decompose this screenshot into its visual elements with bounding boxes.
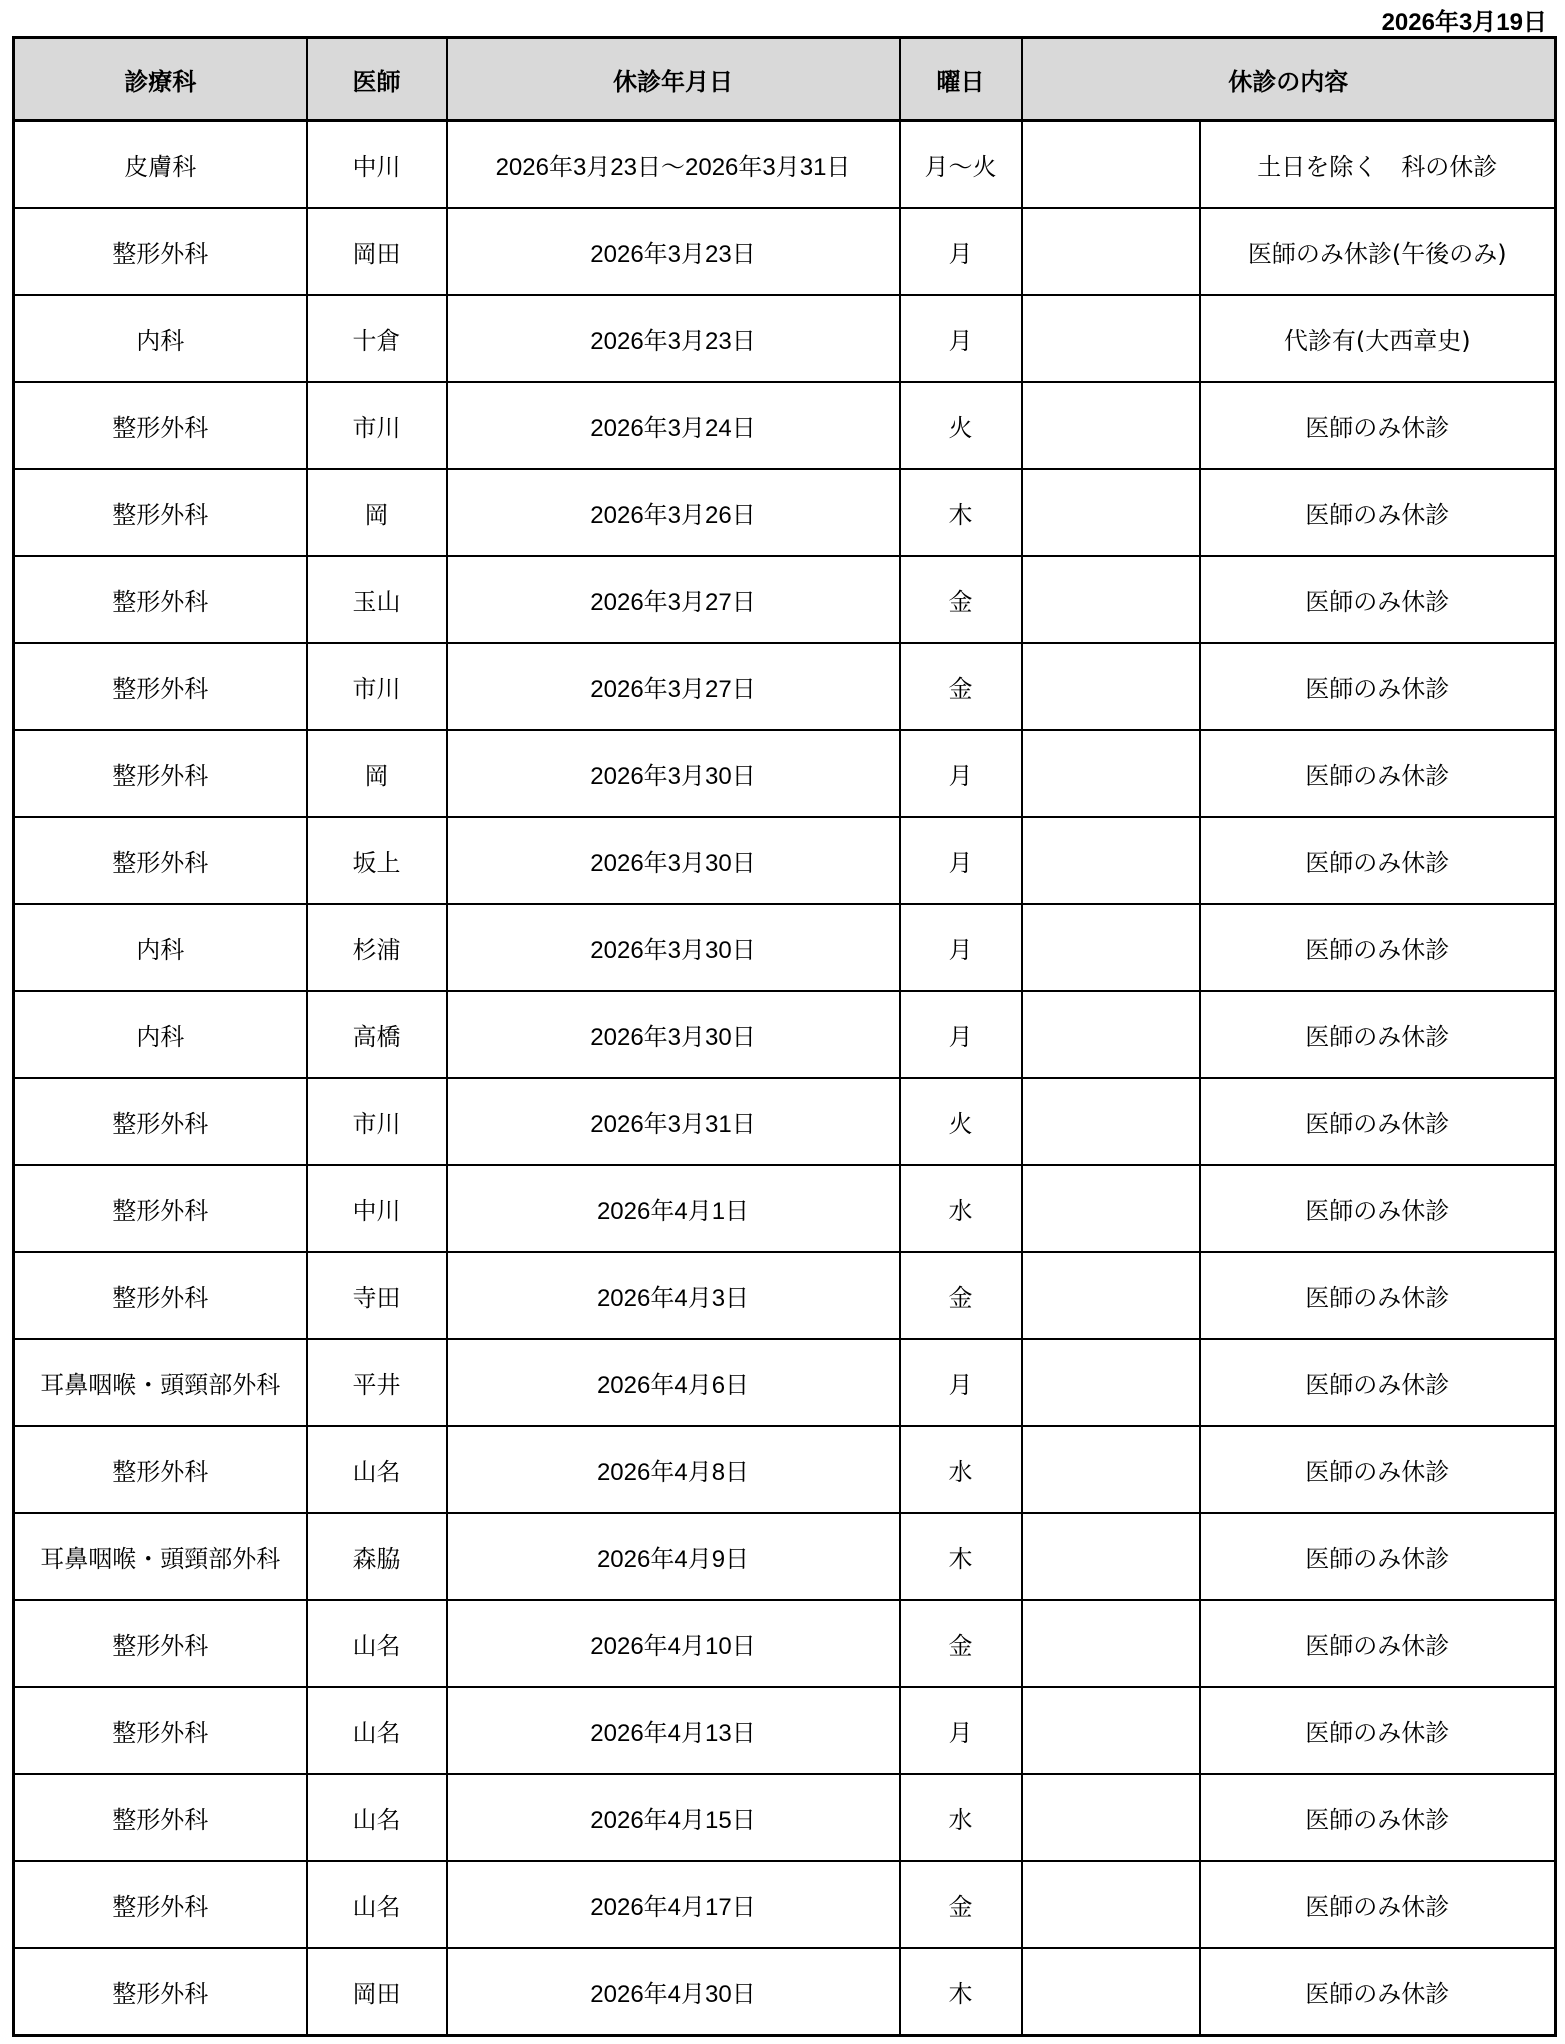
cell-doctor: 山名	[307, 1426, 447, 1513]
table-row	[14, 1339, 1556, 1426]
cell-doctor: 岡田	[307, 1948, 447, 2036]
cell-note	[1022, 1513, 1200, 1600]
cell-weekday: 火	[900, 382, 1022, 469]
cell-content: 医師のみ休診	[1200, 1252, 1556, 1339]
cell-department: 整形外科	[14, 817, 307, 904]
cell-date: 2026年4月8日	[447, 1426, 900, 1513]
cell-doctor: 杉浦	[307, 904, 447, 991]
cell-weekday: 金	[900, 1861, 1022, 1948]
cell-doctor: 岡	[307, 469, 447, 556]
cell-content: 医師のみ休診	[1200, 904, 1556, 991]
cell-department: 整形外科	[14, 382, 307, 469]
cell-date: 2026年3月24日	[447, 382, 900, 469]
cell-note	[1022, 208, 1200, 295]
cell-content: 医師のみ休診	[1200, 991, 1556, 1078]
cell-date: 2026年3月23日	[447, 208, 900, 295]
table-row	[14, 991, 1556, 1078]
table-row	[14, 904, 1556, 991]
cell-weekday: 月	[900, 730, 1022, 817]
cell-department: 整形外科	[14, 469, 307, 556]
header-weekday: 曜日	[900, 38, 1022, 121]
table-row	[14, 643, 1556, 730]
cell-note	[1022, 295, 1200, 382]
cell-department: 内科	[14, 904, 307, 991]
cell-note	[1022, 817, 1200, 904]
cell-weekday: 月	[900, 991, 1022, 1078]
cell-doctor: 岡	[307, 730, 447, 817]
cell-doctor: 十倉	[307, 295, 447, 382]
cell-note	[1022, 1774, 1200, 1861]
cell-content: 医師のみ休診	[1200, 1339, 1556, 1426]
cell-note	[1022, 121, 1200, 209]
cell-content: 医師のみ休診	[1200, 817, 1556, 904]
cell-department: 整形外科	[14, 1252, 307, 1339]
cell-weekday: 金	[900, 643, 1022, 730]
cell-weekday: 月	[900, 1339, 1022, 1426]
cell-weekday: 金	[900, 1252, 1022, 1339]
cell-weekday: 木	[900, 1948, 1022, 2036]
cell-content: 土日を除く 科の休診	[1200, 121, 1556, 209]
table-row	[14, 295, 1556, 382]
cell-note	[1022, 556, 1200, 643]
cell-weekday: 月	[900, 208, 1022, 295]
cell-weekday: 月～火	[900, 121, 1022, 209]
cell-note	[1022, 382, 1200, 469]
cell-date: 2026年4月6日	[447, 1339, 900, 1426]
cell-content: 医師のみ休診	[1200, 1600, 1556, 1687]
cell-date: 2026年3月27日	[447, 643, 900, 730]
cell-content: 医師のみ休診	[1200, 1774, 1556, 1861]
table-body	[14, 121, 1556, 2036]
cell-note	[1022, 991, 1200, 1078]
table-row	[14, 382, 1556, 469]
cell-content: 医師のみ休診	[1200, 469, 1556, 556]
cell-date: 2026年3月31日	[447, 1078, 900, 1165]
table-row	[14, 208, 1556, 295]
cell-note	[1022, 1861, 1200, 1948]
cell-date: 2026年4月1日	[447, 1165, 900, 1252]
table-row	[14, 556, 1556, 643]
cell-department: 整形外科	[14, 1600, 307, 1687]
cell-note	[1022, 1252, 1200, 1339]
table-header-row	[14, 38, 1556, 121]
cell-content: 医師のみ休診	[1200, 1861, 1556, 1948]
cell-date: 2026年3月30日	[447, 904, 900, 991]
cell-weekday: 水	[900, 1165, 1022, 1252]
cell-note	[1022, 730, 1200, 817]
cell-department: 整形外科	[14, 556, 307, 643]
cell-department: 整形外科	[14, 643, 307, 730]
cell-note	[1022, 643, 1200, 730]
cell-doctor: 市川	[307, 1078, 447, 1165]
cell-doctor: 市川	[307, 643, 447, 730]
table-row	[14, 469, 1556, 556]
table-row	[14, 1600, 1556, 1687]
table-row	[14, 1774, 1556, 1861]
cell-department: 内科	[14, 991, 307, 1078]
cell-doctor: 山名	[307, 1687, 447, 1774]
cell-note	[1022, 1078, 1200, 1165]
cell-date: 2026年3月26日	[447, 469, 900, 556]
cell-date: 2026年4月9日	[447, 1513, 900, 1600]
cell-doctor: 山名	[307, 1774, 447, 1861]
cell-content: 医師のみ休診	[1200, 1948, 1556, 2036]
cell-date: 2026年4月30日	[447, 1948, 900, 2036]
cell-date: 2026年4月15日	[447, 1774, 900, 1861]
table-row	[14, 730, 1556, 817]
cell-doctor: 中川	[307, 121, 447, 209]
cell-weekday: 水	[900, 1774, 1022, 1861]
cell-note	[1022, 1687, 1200, 1774]
cell-content: 医師のみ休診	[1200, 643, 1556, 730]
cell-content: 医師のみ休診	[1200, 730, 1556, 817]
cell-department: 整形外科	[14, 1426, 307, 1513]
cell-weekday: 月	[900, 1687, 1022, 1774]
cell-content: 医師のみ休診	[1200, 1687, 1556, 1774]
cell-content: 医師のみ休診	[1200, 556, 1556, 643]
cell-department: 整形外科	[14, 1687, 307, 1774]
closure-schedule-table	[12, 36, 1557, 2037]
cell-weekday: 金	[900, 1600, 1022, 1687]
cell-department: 皮膚科	[14, 121, 307, 209]
cell-content: 医師のみ休診	[1200, 382, 1556, 469]
table-row	[14, 121, 1556, 209]
cell-date: 2026年3月23日～2026年3月31日	[447, 121, 900, 209]
cell-weekday: 木	[900, 1513, 1022, 1600]
cell-department: 整形外科	[14, 1165, 307, 1252]
cell-content: 代診有(大西章史)	[1200, 295, 1556, 382]
cell-doctor: 山名	[307, 1600, 447, 1687]
cell-weekday: 金	[900, 556, 1022, 643]
cell-date: 2026年4月10日	[447, 1600, 900, 1687]
cell-note	[1022, 1600, 1200, 1687]
cell-doctor: 森脇	[307, 1513, 447, 1600]
table-row	[14, 1513, 1556, 1600]
cell-department: 整形外科	[14, 1774, 307, 1861]
cell-doctor: 平井	[307, 1339, 447, 1426]
cell-date: 2026年4月17日	[447, 1861, 900, 1948]
cell-doctor: 高橋	[307, 991, 447, 1078]
cell-date: 2026年3月30日	[447, 730, 900, 817]
cell-department: 耳鼻咽喉・頭頸部外科	[14, 1513, 307, 1600]
cell-weekday: 月	[900, 295, 1022, 382]
cell-weekday: 火	[900, 1078, 1022, 1165]
report-date: 2026年3月19日	[1381, 9, 1547, 36]
cell-date: 2026年3月23日	[447, 295, 900, 382]
header-doctor: 医師	[307, 38, 447, 121]
header-date: 休診年月日	[447, 38, 900, 121]
cell-department: 整形外科	[14, 1078, 307, 1165]
cell-date: 2026年3月30日	[447, 991, 900, 1078]
cell-date: 2026年3月30日	[447, 817, 900, 904]
table-row	[14, 1948, 1556, 2036]
table-row	[14, 1687, 1556, 1774]
cell-doctor: 山名	[307, 1861, 447, 1948]
cell-content: 医師のみ休診	[1200, 1165, 1556, 1252]
cell-content: 医師のみ休診	[1200, 1426, 1556, 1513]
cell-doctor: 玉山	[307, 556, 447, 643]
cell-doctor: 寺田	[307, 1252, 447, 1339]
cell-content: 医師のみ休診	[1200, 1078, 1556, 1165]
cell-department: 内科	[14, 295, 307, 382]
cell-department: 整形外科	[14, 730, 307, 817]
table-row	[14, 817, 1556, 904]
cell-department: 整形外科	[14, 208, 307, 295]
header-department: 診療科	[14, 38, 307, 121]
cell-note	[1022, 1948, 1200, 2036]
table-row	[14, 1252, 1556, 1339]
table-row	[14, 1861, 1556, 1948]
table-row	[14, 1165, 1556, 1252]
cell-department: 整形外科	[14, 1948, 307, 2036]
cell-department: 耳鼻咽喉・頭頸部外科	[14, 1339, 307, 1426]
header-content: 休診の内容	[1022, 38, 1556, 121]
cell-doctor: 市川	[307, 382, 447, 469]
cell-doctor: 岡田	[307, 208, 447, 295]
cell-weekday: 月	[900, 904, 1022, 991]
cell-date: 2026年3月27日	[447, 556, 900, 643]
cell-note	[1022, 904, 1200, 991]
cell-content: 医師のみ休診	[1200, 1513, 1556, 1600]
cell-date: 2026年4月13日	[447, 1687, 900, 1774]
cell-doctor: 中川	[307, 1165, 447, 1252]
cell-department: 整形外科	[14, 1861, 307, 1948]
cell-note	[1022, 1165, 1200, 1252]
cell-weekday: 月	[900, 817, 1022, 904]
cell-content: 医師のみ休診(午後のみ)	[1200, 208, 1556, 295]
cell-note	[1022, 1339, 1200, 1426]
table-row	[14, 1078, 1556, 1165]
table-row	[14, 1426, 1556, 1513]
cell-doctor: 坂上	[307, 817, 447, 904]
cell-note	[1022, 1426, 1200, 1513]
cell-note	[1022, 469, 1200, 556]
cell-weekday: 木	[900, 469, 1022, 556]
cell-weekday: 水	[900, 1426, 1022, 1513]
cell-date: 2026年4月3日	[447, 1252, 900, 1339]
